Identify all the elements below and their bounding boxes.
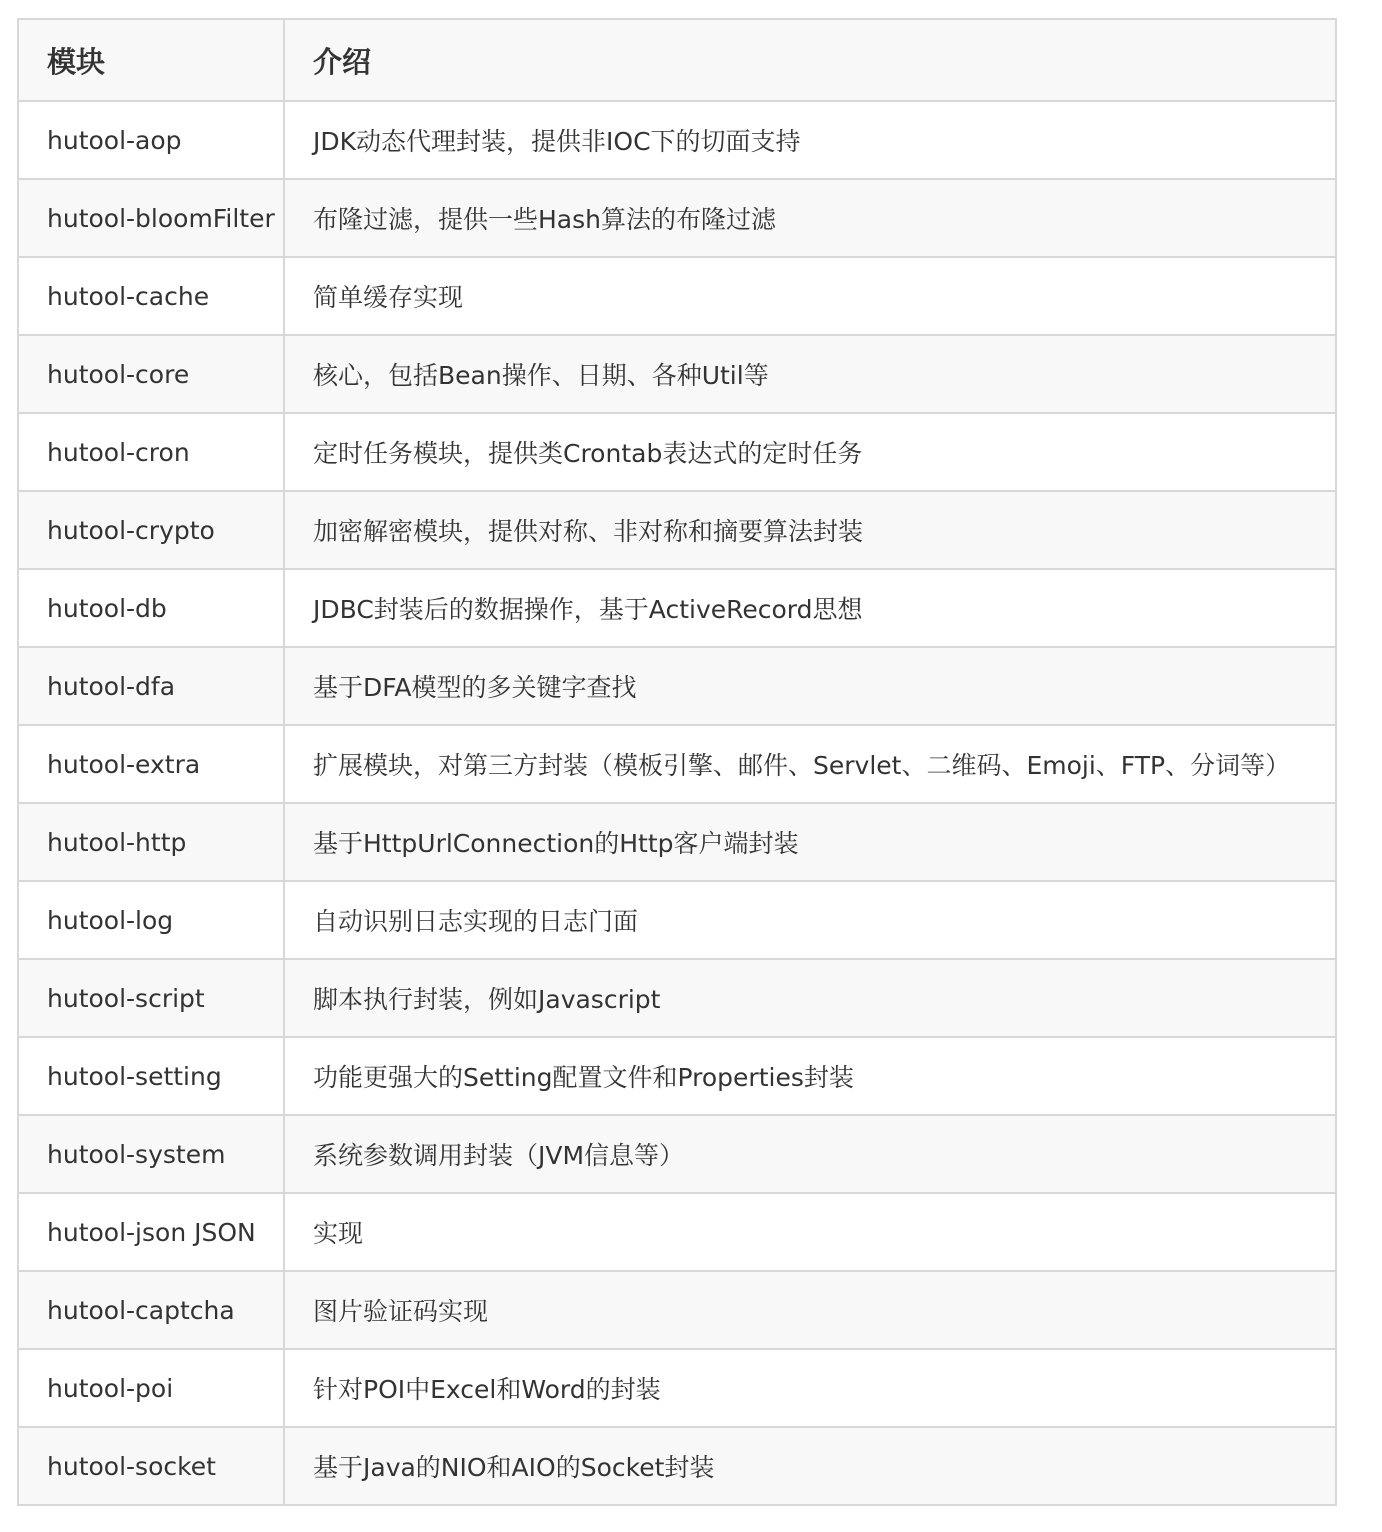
module-description-cell: 定时任务模块，提供类Crontab表达式的定时任务 xyxy=(284,413,1336,491)
module-name-cell: hutool-core xyxy=(18,335,284,413)
module-name-cell: hutool-cache xyxy=(18,257,284,335)
header-description: 介绍 xyxy=(284,19,1336,101)
module-description-cell: 扩展模块，对第三方封装（模板引擎、邮件、Servlet、二维码、Emoji、FTP、分词等） xyxy=(284,725,1336,803)
module-name-cell: hutool-dfa xyxy=(18,647,284,725)
table-row xyxy=(18,101,1336,179)
module-name-cell: hutool-socket xyxy=(18,1427,284,1505)
table-row xyxy=(18,647,1336,725)
module-description-cell: 针对POI中Excel和Word的封装 xyxy=(284,1349,1336,1427)
module-description-cell: 脚本执行封装，例如Javascript xyxy=(284,959,1336,1037)
module-description-cell: 图片验证码实现 xyxy=(284,1271,1336,1349)
module-table xyxy=(17,18,1337,1506)
module-description-cell: JDBC封装后的数据操作，基于ActiveRecord思想 xyxy=(284,569,1336,647)
table-row xyxy=(18,1193,1336,1271)
module-name-cell: hutool-extra xyxy=(18,725,284,803)
module-name-cell: hutool-setting xyxy=(18,1037,284,1115)
module-description-cell: 实现 xyxy=(284,1193,1336,1271)
table-row xyxy=(18,803,1336,881)
table-row xyxy=(18,959,1336,1037)
table-row xyxy=(18,335,1336,413)
table-row xyxy=(18,569,1336,647)
module-name-cell: hutool-system xyxy=(18,1115,284,1193)
module-description-cell: 基于Java的NIO和AIO的Socket封装 xyxy=(284,1427,1336,1505)
module-description-cell: 功能更强大的Setting配置文件和Properties封装 xyxy=(284,1037,1336,1115)
module-name-cell: hutool-script xyxy=(18,959,284,1037)
table-header-row xyxy=(18,19,1336,101)
module-name-cell: hutool-captcha xyxy=(18,1271,284,1349)
module-name-cell: hutool-http xyxy=(18,803,284,881)
module-description-cell: 自动识别日志实现的日志门面 xyxy=(284,881,1336,959)
table-row xyxy=(18,1115,1336,1193)
module-table-container xyxy=(17,18,1335,1506)
module-description-cell: 基于HttpUrlConnection的Http客户端封装 xyxy=(284,803,1336,881)
module-description-cell: JDK动态代理封装，提供非IOC下的切面支持 xyxy=(284,101,1336,179)
module-name-cell: hutool-aop xyxy=(18,101,284,179)
module-name-cell: hutool-log xyxy=(18,881,284,959)
module-description-cell: 系统参数调用封装（JVM信息等） xyxy=(284,1115,1336,1193)
module-description-cell: 核心，包括Bean操作、日期、各种Util等 xyxy=(284,335,1336,413)
module-description-cell: 布隆过滤，提供一些Hash算法的布隆过滤 xyxy=(284,179,1336,257)
table-row xyxy=(18,725,1336,803)
module-name-cell: hutool-crypto xyxy=(18,491,284,569)
table-row xyxy=(18,179,1336,257)
module-description-cell: 基于DFA模型的多关键字查找 xyxy=(284,647,1336,725)
module-name-cell: hutool-cron xyxy=(18,413,284,491)
module-description-cell: 简单缓存实现 xyxy=(284,257,1336,335)
table-row xyxy=(18,491,1336,569)
module-name-cell: hutool-poi xyxy=(18,1349,284,1427)
module-description-cell: 加密解密模块，提供对称、非对称和摘要算法封装 xyxy=(284,491,1336,569)
table-row xyxy=(18,413,1336,491)
table-row xyxy=(18,1349,1336,1427)
header-module: 模块 xyxy=(18,19,284,101)
module-name-cell: hutool-json JSON xyxy=(18,1193,284,1271)
table-row xyxy=(18,257,1336,335)
module-name-cell: hutool-db xyxy=(18,569,284,647)
table-row xyxy=(18,1271,1336,1349)
table-row xyxy=(18,1037,1336,1115)
table-row xyxy=(18,881,1336,959)
table-row xyxy=(18,1427,1336,1505)
module-name-cell: hutool-bloomFilter xyxy=(18,179,284,257)
